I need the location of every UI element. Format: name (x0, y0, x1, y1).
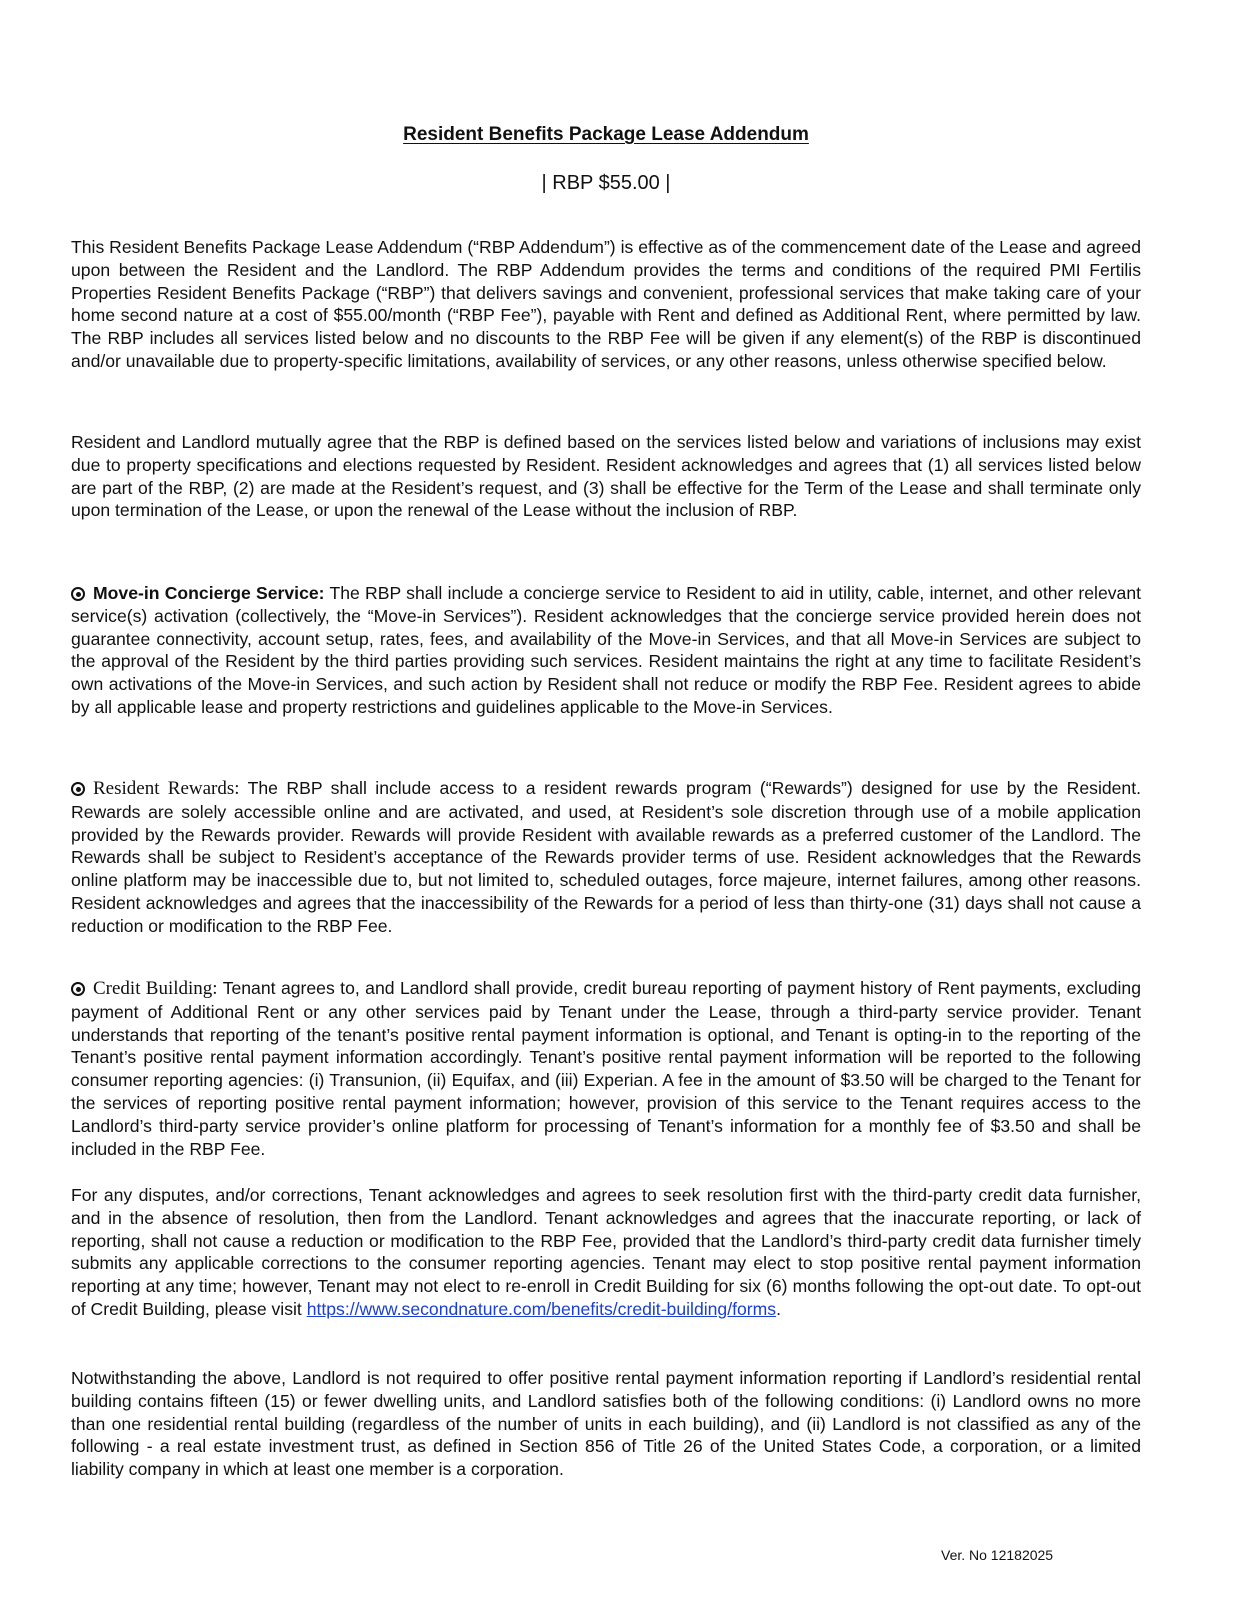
section-heading: Move-in Concierge Service: (93, 583, 325, 603)
intro-paragraph: This Resident Benefits Package Lease Addendum (“RBP Addendum”) is effective as of the commencement date of the Lease and agreed upon between the Resident and the Landlord. The RBP Addendum provides the terms and conditions of the required PMI Fertilis Properties Resident Benefits Package (“RBP”) that delivers savings and convenient, professional services that make taking care of your home second nature at a cost of $55.00/month (“RBP Fee”), payable with Rent and defined as Additional Rent, where permitted by law. The RBP includes all services listed below and no discounts to the RBP Fee will be given if any element(s) of the RBP is discontinued and/or unavailable due to property-specific limitations, availability of services, or any other reasons, unless otherwise specified below. (71, 237, 1141, 371)
section-body: The RBP shall include a concierge service to Resident to aid in utility, cable, internet, and other relevant service(s) activation (collectively, the “Move-in Services”). Resident acknowledges that the concierge service provided herein does not guarantee connectivity, account setup, rates, fees, and availability of the Move-in Services, and that all Move-in Services are subject to the approval of the Resident by the third parties providing such services. Resident maintains the right at any time to facilitate Resident’s own activations of the Move-in Services, and such action by Resident shall not reduce or modify the RBP Fee. Resident agrees to abide by all applicable lease and property restrictions and guidelines applicable to the Move-in Services. (71, 583, 1141, 717)
document-title: Resident Benefits Package Lease Addendum (403, 124, 809, 145)
section-credit-building (71, 977, 1141, 1160)
section-heading: Resident Rewards: (93, 778, 240, 799)
agreement-paragraph: Resident and Landlord mutually agree that the RBP is defined based on the services listed below and variations of inclusions may exist due to property specifications and elections requested by Resident. Resident acknowledges and agrees that (1) all services listed below are part of the RBP, (2) are made at the Resident’s request, and (3) shall be effective for the Term of the Lease and shall terminate only upon termination of the Lease, or upon the renewal of the Lease without the inclusion of RBP. (71, 432, 1141, 521)
section-resident-rewards (71, 777, 1141, 938)
section-body: Tenant agrees to, and Landlord shall provide, credit bureau reporting of payment history of Rent payments, excluding payment of Additional Rent or any other services paid by Tenant under the Lease, through a third-party service provider. Tenant understands that reporting of the tenant’s positive rental payment information is optional, and Tenant is opting-in to the reporting of the Tenant’s positive rental payment information accordingly. Tenant’s positive rental payment information will be reported to the following consumer reporting agencies: (i) Transunion, (ii) Equifax, and (iii) Experian. A fee in the amount of $3.50 will be charged to the Tenant for the services of reporting positive rental payment information; however, provision of this service to the Tenant requires access to the Landlord’s third-party service provider’s online platform for processing of Tenant’s information for a monthly fee of $3.50 and shall be included in the RBP Fee. (71, 978, 1141, 1159)
radio-bullet-icon (71, 587, 85, 601)
section-move-in-concierge (71, 582, 1141, 719)
radio-bullet-icon (71, 782, 85, 796)
version-number: Ver. No 12182025 (941, 1547, 1054, 1563)
disputes-body: For any disputes, and/or corrections, Tenant acknowledges and agrees to seek resolution first with the third-party credit data furnisher, and in the absence of resolution, then from the Landlord. Tenant acknowledges and agrees that the inaccurate reporting, or lack of reporting, shall not cause a reduction or modification to the RBP Fee, provided that the Landlord’s third-party credit data furnisher timely submits any applicable corrections to the consumer reporting agencies. Tenant may elect to stop positive rental payment information reporting at any time; however, Tenant may not elect to re-enroll in Credit Building for six (6) months following the opt-out date. To opt-out of Credit Building, please visit (71, 1185, 1141, 1319)
notwithstanding-paragraph: Notwithstanding the above, Landlord is not required to offer positive rental payment information reporting if Landlord’s residential rental building contains fifteen (15) or fewer dwelling units, and Landlord satisfies both of the following conditions: (i) Landlord owns no more than one residential rental building (regardless of the number of units in each building), and (ii) Landlord is not classified as any of the following - a real estate investment trust, as defined in Section 856 of Title 26 of the United States Code, a corporation, or a limited liability company in which at least one member is a corporation. (71, 1368, 1141, 1480)
rbp-price-line: | RBP $55.00 | (541, 172, 671, 194)
section-heading: Credit Building: (93, 978, 218, 999)
credit-building-forms-link[interactable]: https://www.secondnature.com/benefits/credit-building/forms (306, 1298, 777, 1319)
radio-bullet-icon (71, 982, 85, 996)
disputes-paragraph (71, 1184, 1141, 1321)
section-body: The RBP shall include access to a resident rewards program (“Rewards”) designed for use by the Resident. Rewards are solely accessible online and are activated, and used, at Resident’s sole discretion through use of a mobile application provided by the Rewards provider. Rewards will provide Resident with available rewards as a preferred customer of the Landlord. The Rewards shall be subject to Resident’s acceptance of the Rewards provider terms of use. Resident acknowledges that the Rewards online platform may be inaccessible due to, but not limited to, scheduled outages, force majeure, internet failures, among other reasons. Resident acknowledges and agrees that the inaccessibility of the Rewards for a period of less than thirty-one (31) days shall not cause a reduction or modification to the RBP Fee. (71, 778, 1141, 936)
disputes-trailing: . (776, 1298, 781, 1319)
